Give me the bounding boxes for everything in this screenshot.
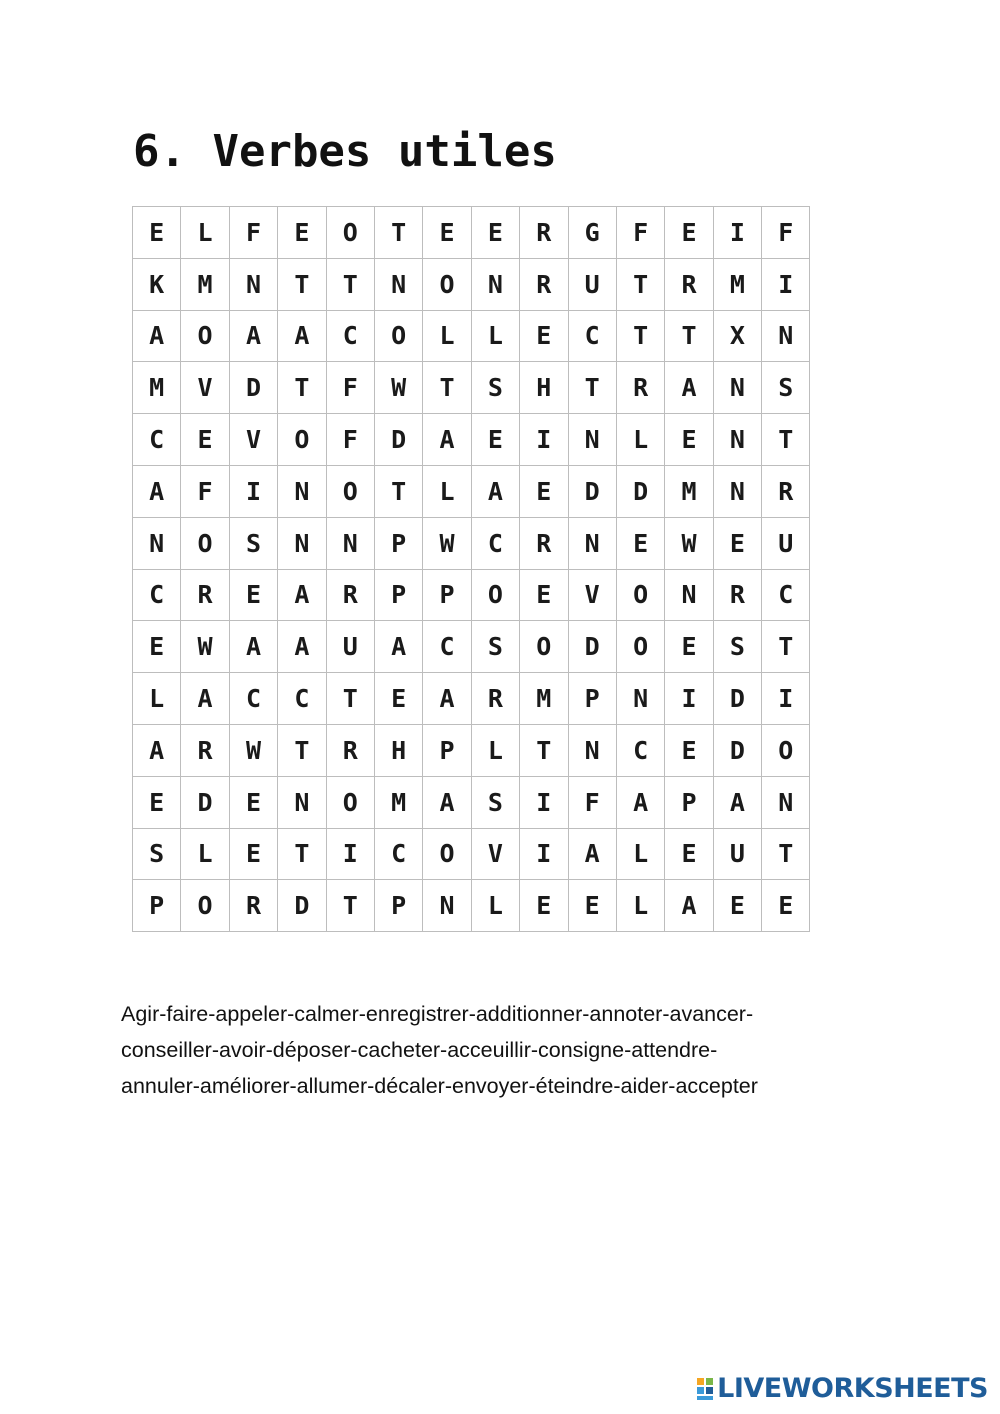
grid-cell: N: [665, 570, 713, 622]
grid-cell: V: [472, 829, 520, 881]
grid-cell: P: [569, 673, 617, 725]
grid-cell: A: [133, 725, 181, 777]
grid-cell: L: [133, 673, 181, 725]
grid-cell: I: [520, 829, 568, 881]
grid-cell: E: [278, 207, 326, 259]
grid-cell: O: [617, 570, 665, 622]
grid-cell: M: [520, 673, 568, 725]
grid-cell: C: [423, 621, 471, 673]
grid-cell: T: [278, 362, 326, 414]
grid-cell: A: [133, 466, 181, 518]
grid-cell: C: [617, 725, 665, 777]
grid-cell: N: [569, 518, 617, 570]
grid-cell: S: [230, 518, 278, 570]
grid-cell: T: [520, 725, 568, 777]
grid-cell: C: [762, 570, 810, 622]
grid-cell: O: [327, 207, 375, 259]
grid-cell: T: [762, 414, 810, 466]
grid-cell: N: [714, 362, 762, 414]
grid-cell: K: [133, 259, 181, 311]
grid-cell: E: [520, 311, 568, 363]
grid-cell: L: [423, 466, 471, 518]
word-search-grid: [132, 206, 810, 932]
grid-cell: T: [569, 362, 617, 414]
grid-cell: T: [423, 362, 471, 414]
grid-cell: C: [278, 673, 326, 725]
grid-cell: D: [181, 777, 229, 829]
grid-cell: W: [375, 362, 423, 414]
grid-cell: N: [762, 311, 810, 363]
grid-cell: M: [181, 259, 229, 311]
grid-cell: A: [472, 466, 520, 518]
grid-cell: C: [569, 311, 617, 363]
grid-cell: T: [375, 207, 423, 259]
grid-cell: P: [375, 570, 423, 622]
grid-cell: R: [665, 259, 713, 311]
grid-cell: G: [569, 207, 617, 259]
grid-cell: N: [569, 725, 617, 777]
grid-cell: D: [617, 466, 665, 518]
grid-cell: N: [714, 414, 762, 466]
grid-cell: S: [472, 621, 520, 673]
grid-cell: E: [665, 829, 713, 881]
grid-cell: S: [133, 829, 181, 881]
grid-cell: E: [665, 207, 713, 259]
grid-cell: I: [714, 207, 762, 259]
grid-cell: N: [278, 466, 326, 518]
grid-cell: E: [375, 673, 423, 725]
grid-cell: O: [181, 311, 229, 363]
grid-cell: L: [472, 311, 520, 363]
grid-cell: E: [520, 570, 568, 622]
grid-cell: W: [423, 518, 471, 570]
grid-cell: L: [181, 829, 229, 881]
grid-cell: O: [327, 466, 375, 518]
grid-cell: U: [327, 621, 375, 673]
grid-cell: A: [181, 673, 229, 725]
grid-cell: L: [617, 880, 665, 932]
grid-cell: P: [423, 570, 471, 622]
grid-cell: E: [569, 880, 617, 932]
grid-cell: M: [665, 466, 713, 518]
grid-cell: E: [472, 207, 520, 259]
grid-cell: A: [714, 777, 762, 829]
grid-cell: L: [423, 311, 471, 363]
grid-cell: E: [762, 880, 810, 932]
grid-cell: S: [714, 621, 762, 673]
grid-cell: U: [762, 518, 810, 570]
grid-cell: D: [375, 414, 423, 466]
grid-cell: R: [181, 570, 229, 622]
grid-cell: C: [133, 570, 181, 622]
grid-cell: O: [423, 829, 471, 881]
grid-cell: I: [520, 777, 568, 829]
grid-cell: P: [665, 777, 713, 829]
grid-cell: U: [714, 829, 762, 881]
grid-cell: A: [665, 880, 713, 932]
grid-cell: I: [665, 673, 713, 725]
grid-cell: C: [472, 518, 520, 570]
grid-cell: O: [181, 518, 229, 570]
grid-cell: T: [617, 259, 665, 311]
grid-cell: E: [181, 414, 229, 466]
grid-cell: O: [181, 880, 229, 932]
grid-cell: R: [327, 570, 375, 622]
grid-cell: C: [327, 311, 375, 363]
grid-cell: M: [133, 362, 181, 414]
grid-cell: A: [278, 311, 326, 363]
grid-cell: P: [375, 518, 423, 570]
liveworksheets-brand: [695, 1374, 988, 1404]
grid-cell: T: [278, 725, 326, 777]
grid-cell: O: [762, 725, 810, 777]
grid-cell: D: [230, 362, 278, 414]
grid-cell: T: [278, 259, 326, 311]
grid-cell: E: [230, 570, 278, 622]
grid-cell: D: [278, 880, 326, 932]
grid-cell: R: [181, 725, 229, 777]
grid-cell: A: [569, 829, 617, 881]
grid-cell: R: [520, 518, 568, 570]
grid-cell: R: [617, 362, 665, 414]
grid-cell: A: [230, 621, 278, 673]
grid-cell: E: [230, 829, 278, 881]
grid-cell: I: [762, 673, 810, 725]
grid-cell: E: [520, 880, 568, 932]
grid-cell: F: [327, 414, 375, 466]
grid-cell: T: [762, 621, 810, 673]
grid-cell: L: [617, 829, 665, 881]
grid-cell: W: [181, 621, 229, 673]
grid-cell: N: [278, 777, 326, 829]
grid-cell: F: [617, 207, 665, 259]
grid-cell: R: [714, 570, 762, 622]
grid-cell: N: [472, 259, 520, 311]
grid-cell: S: [762, 362, 810, 414]
grid-cell: E: [133, 207, 181, 259]
grid-cell: T: [327, 259, 375, 311]
grid-cell: L: [181, 207, 229, 259]
grid-cell: E: [133, 621, 181, 673]
grid-cell: V: [181, 362, 229, 414]
grid-cell: A: [133, 311, 181, 363]
word-list-line-3: annuler-améliorer-allumer-décaler-envoyer-éteindre-aider-accepter: [121, 1074, 758, 1098]
grid-cell: T: [375, 466, 423, 518]
grid-cell: N: [762, 777, 810, 829]
grid-cell: O: [278, 414, 326, 466]
grid-cell: N: [230, 259, 278, 311]
grid-cell: A: [423, 414, 471, 466]
grid-cell: O: [520, 621, 568, 673]
grid-cell: P: [133, 880, 181, 932]
grid-cell: A: [375, 621, 423, 673]
grid-cell: A: [423, 777, 471, 829]
grid-cell: E: [714, 880, 762, 932]
grid-cell: P: [423, 725, 471, 777]
grid-cell: S: [472, 362, 520, 414]
grid-cell: V: [230, 414, 278, 466]
grid-cell: H: [520, 362, 568, 414]
grid-cell: H: [375, 725, 423, 777]
grid-cell: F: [181, 466, 229, 518]
grid-cell: D: [569, 621, 617, 673]
brand-text: LIVEWORKSHEETS: [717, 1373, 988, 1404]
grid-cell: A: [278, 621, 326, 673]
grid-cell: T: [278, 829, 326, 881]
grid-cell: E: [617, 518, 665, 570]
grid-cell: E: [665, 725, 713, 777]
page-title: 6. Verbes utiles: [133, 126, 557, 177]
grid-cell: O: [617, 621, 665, 673]
grid-cell: L: [472, 880, 520, 932]
grid-cell: A: [617, 777, 665, 829]
grid-cell: E: [665, 414, 713, 466]
grid-cell: F: [762, 207, 810, 259]
grid-cell: T: [665, 311, 713, 363]
grid-cell: L: [472, 725, 520, 777]
grid-cell: O: [423, 259, 471, 311]
grid-cell: A: [423, 673, 471, 725]
grid-cell: U: [569, 259, 617, 311]
grid-cell: O: [375, 311, 423, 363]
grid-cell: W: [665, 518, 713, 570]
grid-cell: I: [230, 466, 278, 518]
grid-cell: A: [278, 570, 326, 622]
word-list: [121, 996, 881, 1104]
grid-cell: F: [230, 207, 278, 259]
grid-cell: L: [617, 414, 665, 466]
word-list-line-2: conseiller-avoir-déposer-cacheter-acceuillir-consigne-attendre-: [121, 1038, 718, 1062]
grid-cell: A: [230, 311, 278, 363]
grid-cell: T: [327, 673, 375, 725]
grid-cell: E: [133, 777, 181, 829]
grid-cell: R: [472, 673, 520, 725]
grid-cell: W: [230, 725, 278, 777]
word-list-line-1: Agir-faire-appeler-calmer-enregistrer-additionner-annoter-avancer-: [121, 1002, 754, 1026]
grid-cell: D: [569, 466, 617, 518]
grid-cell: F: [327, 362, 375, 414]
grid-cell: R: [327, 725, 375, 777]
grid-cell: N: [375, 259, 423, 311]
grid-cell: T: [762, 829, 810, 881]
grid-cell: E: [665, 621, 713, 673]
grid-cell: C: [133, 414, 181, 466]
grid-cell: D: [714, 673, 762, 725]
grid-cell: O: [472, 570, 520, 622]
grid-cell: T: [617, 311, 665, 363]
grid-cell: D: [714, 725, 762, 777]
grid-cell: N: [569, 414, 617, 466]
grid-cell: O: [327, 777, 375, 829]
grid-cell: E: [423, 207, 471, 259]
grid-cell: E: [472, 414, 520, 466]
grid-cell: F: [569, 777, 617, 829]
grid-cell: X: [714, 311, 762, 363]
grid-cell: I: [762, 259, 810, 311]
grid-cell: E: [230, 777, 278, 829]
grid-cell: T: [327, 880, 375, 932]
grid-cell: C: [230, 673, 278, 725]
grid-cell: N: [423, 880, 471, 932]
liveworksheets-logo-icon: [695, 1376, 715, 1402]
grid-cell: V: [569, 570, 617, 622]
grid-cell: R: [520, 207, 568, 259]
grid-cell: I: [520, 414, 568, 466]
grid-cell: I: [327, 829, 375, 881]
grid-cell: S: [472, 777, 520, 829]
grid-cell: N: [617, 673, 665, 725]
grid-cell: P: [375, 880, 423, 932]
grid-cell: R: [520, 259, 568, 311]
grid-cell: R: [762, 466, 810, 518]
grid-cell: C: [375, 829, 423, 881]
grid-cell: E: [714, 518, 762, 570]
grid-cell: N: [327, 518, 375, 570]
grid-cell: E: [520, 466, 568, 518]
grid-cell: N: [714, 466, 762, 518]
grid-cell: N: [133, 518, 181, 570]
grid-cell: A: [665, 362, 713, 414]
grid-cell: M: [375, 777, 423, 829]
grid-cell: M: [714, 259, 762, 311]
grid-cell: R: [230, 880, 278, 932]
grid-cell: N: [278, 518, 326, 570]
